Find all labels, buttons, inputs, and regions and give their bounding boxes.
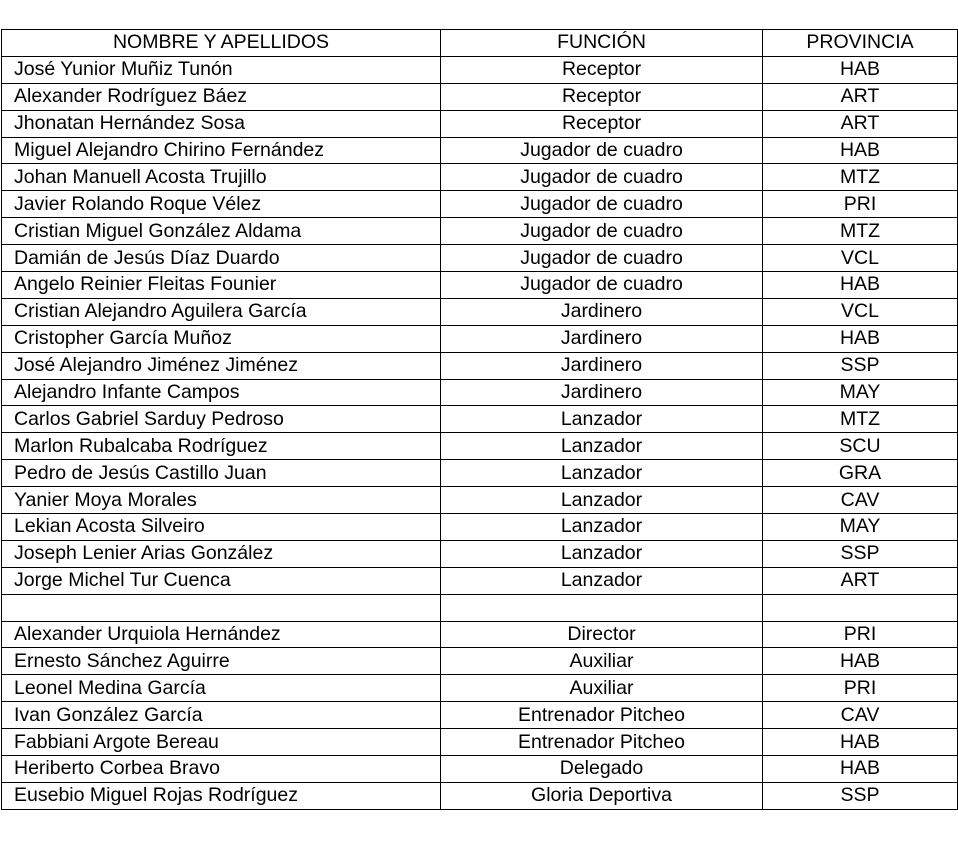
- cell-province: HAB: [763, 729, 958, 756]
- cell-name: Fabbiani Argote Bereau: [2, 729, 441, 756]
- cell-name: Heriberto Corbea Bravo: [2, 756, 441, 783]
- table-row: [2, 675, 958, 702]
- cell-province: SSP: [763, 540, 958, 567]
- cell-province: HAB: [763, 648, 958, 675]
- table-row: [2, 460, 958, 487]
- cell-province: ART: [763, 83, 958, 110]
- cell-function: Auxiliar: [441, 648, 763, 675]
- cell-province: HAB: [763, 137, 958, 164]
- cell-name: Leonel Medina García: [2, 675, 441, 702]
- cell-province: SSP: [763, 782, 958, 809]
- cell-name: Alexander Rodríguez Báez: [2, 83, 441, 110]
- table-row: [2, 594, 958, 621]
- cell-province: PRI: [763, 191, 958, 218]
- cell-province: MAY: [763, 379, 958, 406]
- cell-function: Jugador de cuadro: [441, 137, 763, 164]
- cell-function: Receptor: [441, 56, 763, 83]
- table-row: [2, 702, 958, 729]
- table-row: [2, 352, 958, 379]
- cell-function: Entrenador Pitcheo: [441, 702, 763, 729]
- cell-function: Jardinero: [441, 325, 763, 352]
- table-row: [2, 325, 958, 352]
- table-row: [2, 245, 958, 272]
- cell-province: PRI: [763, 675, 958, 702]
- cell-name: Ernesto Sánchez Aguirre: [2, 648, 441, 675]
- cell-name: Ivan González García: [2, 702, 441, 729]
- cell-province: SCU: [763, 433, 958, 460]
- cell-name: Javier Rolando Roque Vélez: [2, 191, 441, 218]
- table-row: [2, 487, 958, 514]
- cell-function: Lanzador: [441, 487, 763, 514]
- cell-province: ART: [763, 110, 958, 137]
- cell-function: [441, 594, 763, 621]
- cell-function: Entrenador Pitcheo: [441, 729, 763, 756]
- cell-function: Receptor: [441, 83, 763, 110]
- table-row: [2, 567, 958, 594]
- cell-function: Jugador de cuadro: [441, 272, 763, 299]
- cell-name: Pedro de Jesús Castillo Juan: [2, 460, 441, 487]
- cell-function: Jugador de cuadro: [441, 191, 763, 218]
- cell-province: VCL: [763, 245, 958, 272]
- cell-province: MAY: [763, 514, 958, 541]
- table-row: [2, 379, 958, 406]
- table-row: [2, 164, 958, 191]
- cell-name: [2, 594, 441, 621]
- cell-name: José Yunior Muñiz Tunón: [2, 56, 441, 83]
- cell-name: Angelo Reinier Fleitas Founier: [2, 272, 441, 299]
- cell-name: Yanier Moya Morales: [2, 487, 441, 514]
- cell-province: VCL: [763, 298, 958, 325]
- cell-province: MTZ: [763, 218, 958, 245]
- table-row: [2, 514, 958, 541]
- cell-province: CAV: [763, 487, 958, 514]
- header-province: PROVINCIA: [763, 30, 958, 57]
- header-name: NOMBRE Y APELLIDOS: [2, 30, 441, 57]
- cell-name: Joseph Lenier Arias González: [2, 540, 441, 567]
- cell-name: Jhonatan Hernández Sosa: [2, 110, 441, 137]
- cell-function: Gloria Deportiva: [441, 782, 763, 809]
- cell-province: HAB: [763, 325, 958, 352]
- cell-function: Jugador de cuadro: [441, 218, 763, 245]
- cell-function: Lanzador: [441, 460, 763, 487]
- cell-province: MTZ: [763, 406, 958, 433]
- cell-name: Cristopher García Muñoz: [2, 325, 441, 352]
- table-row: [2, 406, 958, 433]
- cell-function: Lanzador: [441, 567, 763, 594]
- cell-function: Lanzador: [441, 540, 763, 567]
- cell-province: GRA: [763, 460, 958, 487]
- table-row: [2, 83, 958, 110]
- cell-name: Lekian Acosta Silveiro: [2, 514, 441, 541]
- cell-name: Carlos Gabriel Sarduy Pedroso: [2, 406, 441, 433]
- table-row: [2, 272, 958, 299]
- cell-province: ART: [763, 567, 958, 594]
- cell-function: Lanzador: [441, 514, 763, 541]
- table-row: [2, 218, 958, 245]
- table-row: [2, 621, 958, 648]
- cell-function: Director: [441, 621, 763, 648]
- cell-name: Alejandro Infante Campos: [2, 379, 441, 406]
- cell-function: Lanzador: [441, 406, 763, 433]
- cell-province: SSP: [763, 352, 958, 379]
- cell-function: Lanzador: [441, 433, 763, 460]
- cell-name: Johan Manuell Acosta Trujillo: [2, 164, 441, 191]
- cell-province: CAV: [763, 702, 958, 729]
- cell-function: Jardinero: [441, 352, 763, 379]
- cell-function: Auxiliar: [441, 675, 763, 702]
- cell-province: MTZ: [763, 164, 958, 191]
- table-row: [2, 782, 958, 809]
- cell-function: Jugador de cuadro: [441, 245, 763, 272]
- cell-province: PRI: [763, 621, 958, 648]
- cell-province: HAB: [763, 756, 958, 783]
- cell-name: Miguel Alejandro Chirino Fernández: [2, 137, 441, 164]
- table-row: [2, 56, 958, 83]
- roster-table: [1, 29, 958, 810]
- table-row: [2, 137, 958, 164]
- table-row: [2, 756, 958, 783]
- table-row: [2, 110, 958, 137]
- cell-name: Eusebio Miguel Rojas Rodríguez: [2, 782, 441, 809]
- table-row: [2, 540, 958, 567]
- cell-function: Jugador de cuadro: [441, 164, 763, 191]
- cell-province: [763, 594, 958, 621]
- table-row: [2, 433, 958, 460]
- cell-function: Delegado: [441, 756, 763, 783]
- cell-name: José Alejandro Jiménez Jiménez: [2, 352, 441, 379]
- cell-name: Cristian Miguel González Aldama: [2, 218, 441, 245]
- header-function: FUNCIÓN: [441, 30, 763, 57]
- cell-function: Jardinero: [441, 379, 763, 406]
- table-row: [2, 729, 958, 756]
- cell-name: Cristian Alejandro Aguilera García: [2, 298, 441, 325]
- cell-name: Damián de Jesús Díaz Duardo: [2, 245, 441, 272]
- header-row: [2, 30, 958, 57]
- table-row: [2, 191, 958, 218]
- cell-name: Marlon Rubalcaba Rodríguez: [2, 433, 441, 460]
- cell-province: HAB: [763, 56, 958, 83]
- roster-body: [2, 56, 958, 809]
- cell-function: Receptor: [441, 110, 763, 137]
- cell-province: HAB: [763, 272, 958, 299]
- table-row: [2, 298, 958, 325]
- cell-name: Jorge Michel Tur Cuenca: [2, 567, 441, 594]
- cell-name: Alexander Urquiola Hernández: [2, 621, 441, 648]
- table-row: [2, 648, 958, 675]
- cell-function: Jardinero: [441, 298, 763, 325]
